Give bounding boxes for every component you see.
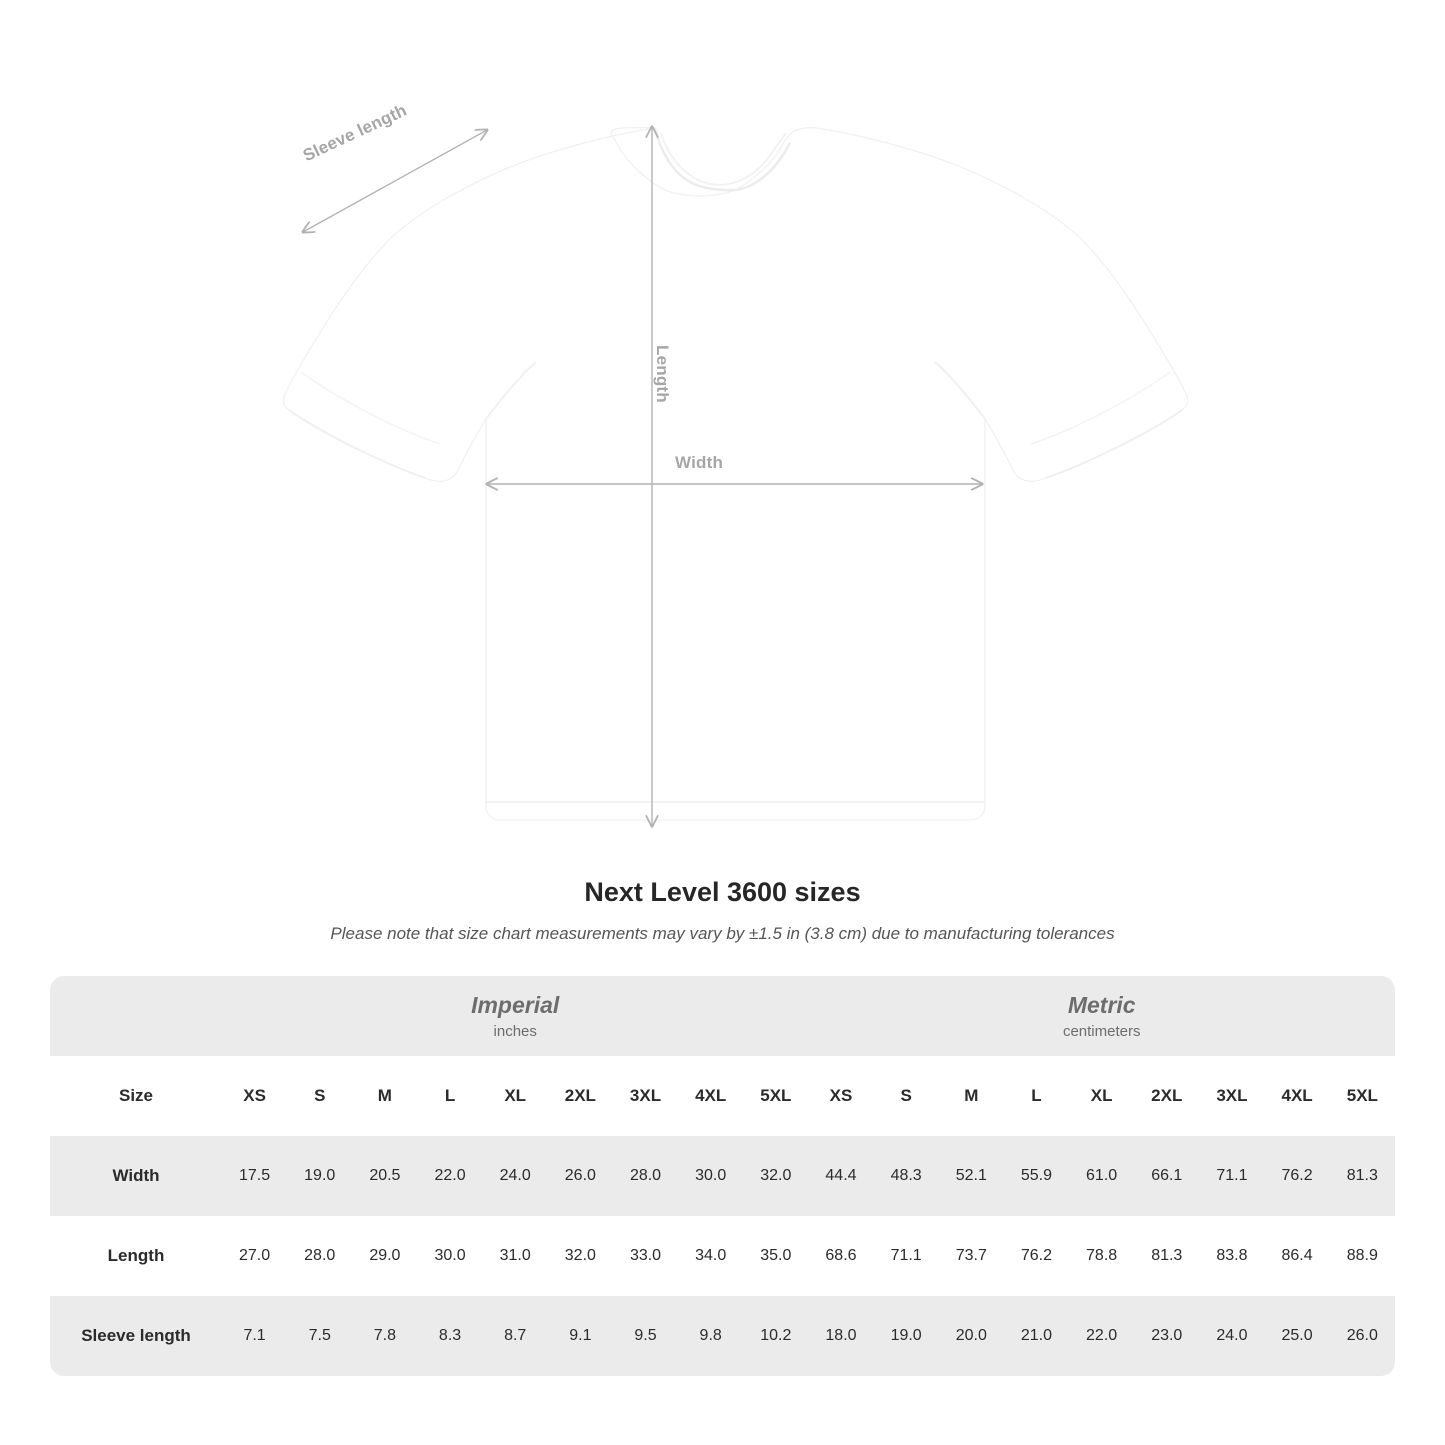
row-label-sleeve-length: Sleeve length — [50, 1296, 222, 1376]
tolerance-note: Please note that size chart measurements may vary by ±1.5 in (3.8 cm) due to manufacturing tolerances — [330, 924, 1115, 943]
cell-value: 19.0 — [874, 1296, 939, 1376]
cell-value: 30.0 — [417, 1216, 482, 1296]
cell-value: 9.1 — [548, 1296, 613, 1376]
unit-metric-name: Metric — [1067, 992, 1136, 1019]
cell-value: 35.0 — [743, 1216, 808, 1296]
cell-value: 68.6 — [808, 1216, 873, 1296]
cell-value: 34.0 — [678, 1216, 743, 1296]
cell-value: 28.0 — [613, 1136, 678, 1216]
table-row — [50, 1296, 1395, 1376]
cell-value: 26.0 — [1330, 1296, 1395, 1376]
cell-value: 19.0 — [287, 1136, 352, 1216]
cell-value: 78.8 — [1069, 1216, 1134, 1296]
cell-value: 7.5 — [287, 1296, 352, 1376]
cell-value: 76.2 — [1004, 1216, 1069, 1296]
cell-value: 9.5 — [613, 1296, 678, 1376]
unit-imperial-cell — [222, 976, 808, 1056]
size-header-cell: 5XL — [1330, 1056, 1395, 1136]
cell-value: 48.3 — [874, 1136, 939, 1216]
cell-value: 76.2 — [1265, 1136, 1330, 1216]
unit-metric-cell — [808, 976, 1395, 1056]
size-table-wrapper — [50, 976, 1395, 1376]
unit-imperial-sub: inches — [493, 1022, 537, 1040]
size-header-cell: 4XL — [1265, 1056, 1330, 1136]
cell-value: 17.5 — [222, 1136, 287, 1216]
cell-value: 32.0 — [743, 1136, 808, 1216]
cell-value: 44.4 — [808, 1136, 873, 1216]
cell-value: 7.1 — [222, 1296, 287, 1376]
table-row — [50, 1216, 1395, 1296]
unit-imperial-name: Imperial — [471, 992, 560, 1019]
cell-value: 8.7 — [483, 1296, 548, 1376]
size-header-cell: M — [939, 1056, 1004, 1136]
size-header-cell: 5XL — [743, 1056, 808, 1136]
cell-value: 24.0 — [1199, 1296, 1264, 1376]
cell-value: 21.0 — [1004, 1296, 1069, 1376]
size-header-cell: S — [874, 1056, 939, 1136]
cell-value: 28.0 — [287, 1216, 352, 1296]
sleeve-length-label: Sleeve length — [300, 100, 410, 166]
size-header-cell: 4XL — [678, 1056, 743, 1136]
cell-value: 31.0 — [483, 1216, 548, 1296]
cell-value: 88.9 — [1330, 1216, 1395, 1296]
size-header-cell: 2XL — [548, 1056, 613, 1136]
cell-value: 23.0 — [1134, 1296, 1199, 1376]
cell-value: 81.3 — [1134, 1216, 1199, 1296]
cell-value: 22.0 — [417, 1136, 482, 1216]
row-label-length: Length — [50, 1216, 222, 1296]
unit-metric-sub: centimeters — [1062, 1022, 1141, 1040]
size-header-row — [50, 1056, 1395, 1136]
cell-value: 61.0 — [1069, 1136, 1134, 1216]
size-header-label: Size — [50, 1056, 222, 1136]
cell-value: 86.4 — [1265, 1216, 1330, 1296]
cell-value: 18.0 — [808, 1296, 873, 1376]
cell-value: 7.8 — [352, 1296, 417, 1376]
cell-value: 27.0 — [222, 1216, 287, 1296]
size-header-cell: 2XL — [1134, 1056, 1199, 1136]
cell-value: 71.1 — [1199, 1136, 1264, 1216]
cell-value: 24.0 — [483, 1136, 548, 1216]
size-header-cell: XL — [483, 1056, 548, 1136]
cell-value: 32.0 — [548, 1216, 613, 1296]
size-header-cell: XS — [222, 1056, 287, 1136]
cell-value: 33.0 — [613, 1216, 678, 1296]
cell-value: 30.0 — [678, 1136, 743, 1216]
cell-value: 22.0 — [1069, 1296, 1134, 1376]
width-label: Width — [675, 453, 724, 472]
size-header-cell: XS — [808, 1056, 873, 1136]
size-header-cell: XL — [1069, 1056, 1134, 1136]
size-header-cell: 3XL — [1199, 1056, 1264, 1136]
cell-value: 26.0 — [548, 1136, 613, 1216]
size-header-cell: S — [287, 1056, 352, 1136]
cell-value: 9.8 — [678, 1296, 743, 1376]
unit-header-row — [50, 976, 1395, 1056]
size-header-cell: M — [352, 1056, 417, 1136]
cell-value: 20.5 — [352, 1136, 417, 1216]
cell-value: 81.3 — [1330, 1136, 1395, 1216]
cell-value: 55.9 — [1004, 1136, 1069, 1216]
length-label: Length — [653, 345, 672, 403]
table-row — [50, 1136, 1395, 1216]
cell-value: 8.3 — [417, 1296, 482, 1376]
cell-value: 29.0 — [352, 1216, 417, 1296]
cell-value: 71.1 — [874, 1216, 939, 1296]
row-label-width: Width — [50, 1136, 222, 1216]
cell-value: 83.8 — [1199, 1216, 1264, 1296]
cell-value: 52.1 — [939, 1136, 1004, 1216]
title-block — [0, 877, 1445, 944]
cell-value: 73.7 — [939, 1216, 1004, 1296]
size-header-cell: 3XL — [613, 1056, 678, 1136]
size-table — [50, 976, 1395, 1376]
page-title: Next Level 3600 sizes — [584, 877, 861, 907]
cell-value: 25.0 — [1265, 1296, 1330, 1376]
size-header-cell: L — [417, 1056, 482, 1136]
cell-value: 66.1 — [1134, 1136, 1199, 1216]
unit-empty-cell — [50, 976, 222, 1056]
cell-value: 10.2 — [743, 1296, 808, 1376]
size-header-cell: L — [1004, 1056, 1069, 1136]
cell-value: 20.0 — [939, 1296, 1004, 1376]
